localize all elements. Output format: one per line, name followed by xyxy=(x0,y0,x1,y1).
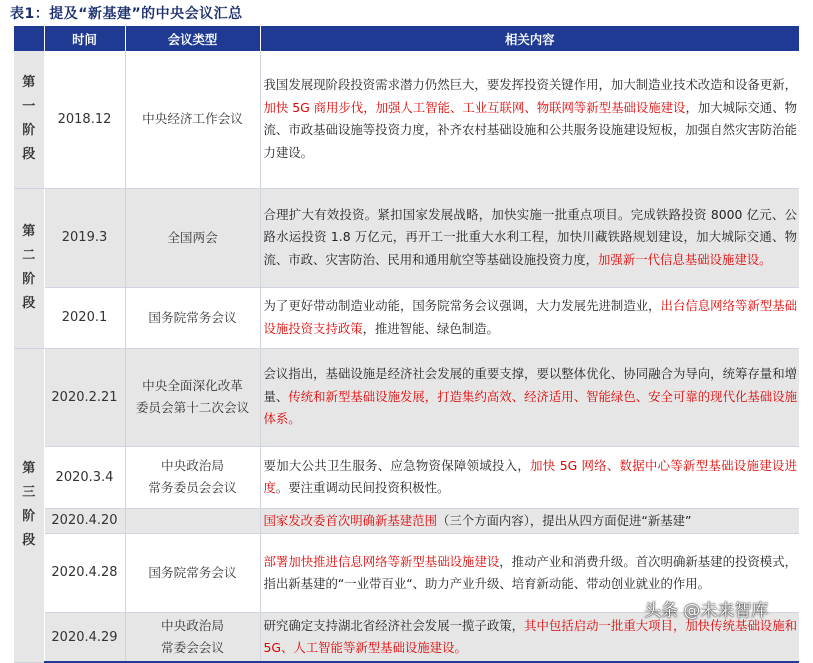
meeting-type-line: 国务院常务会议 xyxy=(148,309,237,325)
header-blank xyxy=(14,26,44,51)
content-text: 。要注重调动民间投资积极性。 xyxy=(275,480,450,495)
row-date: 2020.4.20 xyxy=(44,508,125,533)
stage-label: 第一阶段 xyxy=(14,51,44,188)
table-header-row xyxy=(14,26,799,51)
row-date: 2020.2.21 xyxy=(44,348,125,446)
stage-label: 第三阶段 xyxy=(14,348,44,662)
meetings-table xyxy=(14,26,799,663)
table-row xyxy=(14,51,799,188)
content-text: ，推进智能、绿色制造。 xyxy=(362,320,499,336)
row-meeting-type xyxy=(125,508,260,533)
row-date: 2018.12 xyxy=(44,51,125,188)
highlight-text: 部署加快推进信息网络等新型基础设施建设 xyxy=(263,553,500,569)
row-meeting-type xyxy=(125,287,260,348)
table-row xyxy=(14,188,799,287)
stage-label: 第二阶段 xyxy=(14,188,44,348)
row-content xyxy=(260,188,799,287)
table-title: 表1：提及“新基建”的中央会议汇总 xyxy=(10,6,243,22)
row-content xyxy=(260,508,799,533)
highlight-text: 出台信息网络等新型基础设施投资支持政策 xyxy=(263,298,798,336)
highlight-text: 传统和新型基础设施发展，打造集约高效、经济适用、智能绿色、安全可靠的现代化基础设施体系。 xyxy=(263,388,798,427)
meeting-type-line: 常务委员会会议 xyxy=(148,480,237,495)
row-date: 2019.3 xyxy=(44,188,125,287)
meeting-type-line: 委员会第十二次会议 xyxy=(135,400,250,415)
table-row xyxy=(14,446,799,508)
content-text: ，加大城际交通、物流、市政基础设施等投资力度，补齐农村基础设施和公共服务设施建设短板，加强自然灾害防治能力建设。 xyxy=(263,99,797,160)
row-meeting-type xyxy=(125,446,260,508)
content-text: 研究确定支持湖北省经济社会发展一揽子政策， xyxy=(263,617,525,633)
meeting-type-line: 中央全面深化改革 xyxy=(142,378,243,393)
row-meeting-type xyxy=(125,348,260,446)
content-text: 我国发展现阶段投资需求潜力仍然巨大，要发挥投资关键作用，加大制造业技术改造和设备更新， xyxy=(263,77,797,93)
table-row xyxy=(14,348,799,446)
row-content xyxy=(260,287,799,348)
meeting-type-line: 中央政治局 xyxy=(161,618,224,634)
row-date: 2020.1 xyxy=(44,287,125,348)
content-text: 会议指出，基础设施是经济社会发展的重要支撑，要以整体优化、协同融合为导向，统筹存量和增量、 xyxy=(263,366,797,404)
header-content: 相关内容 xyxy=(260,26,799,51)
highlight-text: 加强新一代信息基础设施建设。 xyxy=(598,251,772,267)
row-date: 2020.4.29 xyxy=(44,612,125,662)
meeting-type-line: 全国两会 xyxy=(167,229,218,245)
highlight-text: 加快 5G 网络、数据中心等新型基础设施建设进度 xyxy=(263,457,797,495)
meeting-type-line: 常委会会议 xyxy=(161,640,224,656)
highlight-text: 加快 5G 商用步伐，加强人工智能、工业互联网、物联网等新型基础设施建设 xyxy=(263,99,686,115)
meeting-type-line: 中央经济工作会议 xyxy=(142,111,243,127)
row-meeting-type xyxy=(125,188,260,287)
header-date: 时间 xyxy=(44,26,125,51)
highlight-text: 国家发改委首次明确新基建范围 xyxy=(263,512,437,528)
content-text: 为了更好带动制造业动能，国务院常务会议强调，大力发展先进制造业， xyxy=(263,298,661,314)
row-meeting-type xyxy=(125,533,260,612)
content-text: ，推动产业和消费升级。首次明确新基建的投资模式，指出新基建的“一业带百业“、助力产业升级、培育新动能、带动创业就业的作用。 xyxy=(263,553,798,591)
content-text: 要加大公共卫生服务、应急物资保障领域投入， xyxy=(263,457,531,473)
content-text: 合理扩大有效投资。紧扣国家发展战略，加快实施一批重点项目。完成铁路投资 8000 亿元、公路水运投资 1.8 万亿元，再开工一批重大水利工程，加快川藏铁路规划建设，加大城际交通、物流、市政、灾害防治、民用和通用航空等基础设施投资力度， xyxy=(263,206,797,267)
row-content xyxy=(260,51,799,188)
row-date: 2020.4.28 xyxy=(44,533,125,612)
content-text: （三个方面内容），提出从四方面促进“新基建” xyxy=(436,512,692,528)
row-meeting-type xyxy=(125,51,260,188)
table-row xyxy=(14,508,799,533)
row-content xyxy=(260,446,799,508)
highlight-text: 其中包括启动一批重大项目，加快传统基础设施和 5G、人工智能等新型基础设施建设。 xyxy=(263,617,798,656)
row-date: 2020.3.4 xyxy=(44,446,125,508)
row-content xyxy=(260,348,799,446)
row-meeting-type xyxy=(125,612,260,662)
meeting-type-line: 国务院常务会议 xyxy=(148,564,237,580)
header-meeting-type: 会议类型 xyxy=(125,26,260,51)
watermark: 头条 @未来智库 xyxy=(644,601,769,621)
meeting-type-line: 中央政治局 xyxy=(161,458,224,473)
table-row xyxy=(14,287,799,348)
